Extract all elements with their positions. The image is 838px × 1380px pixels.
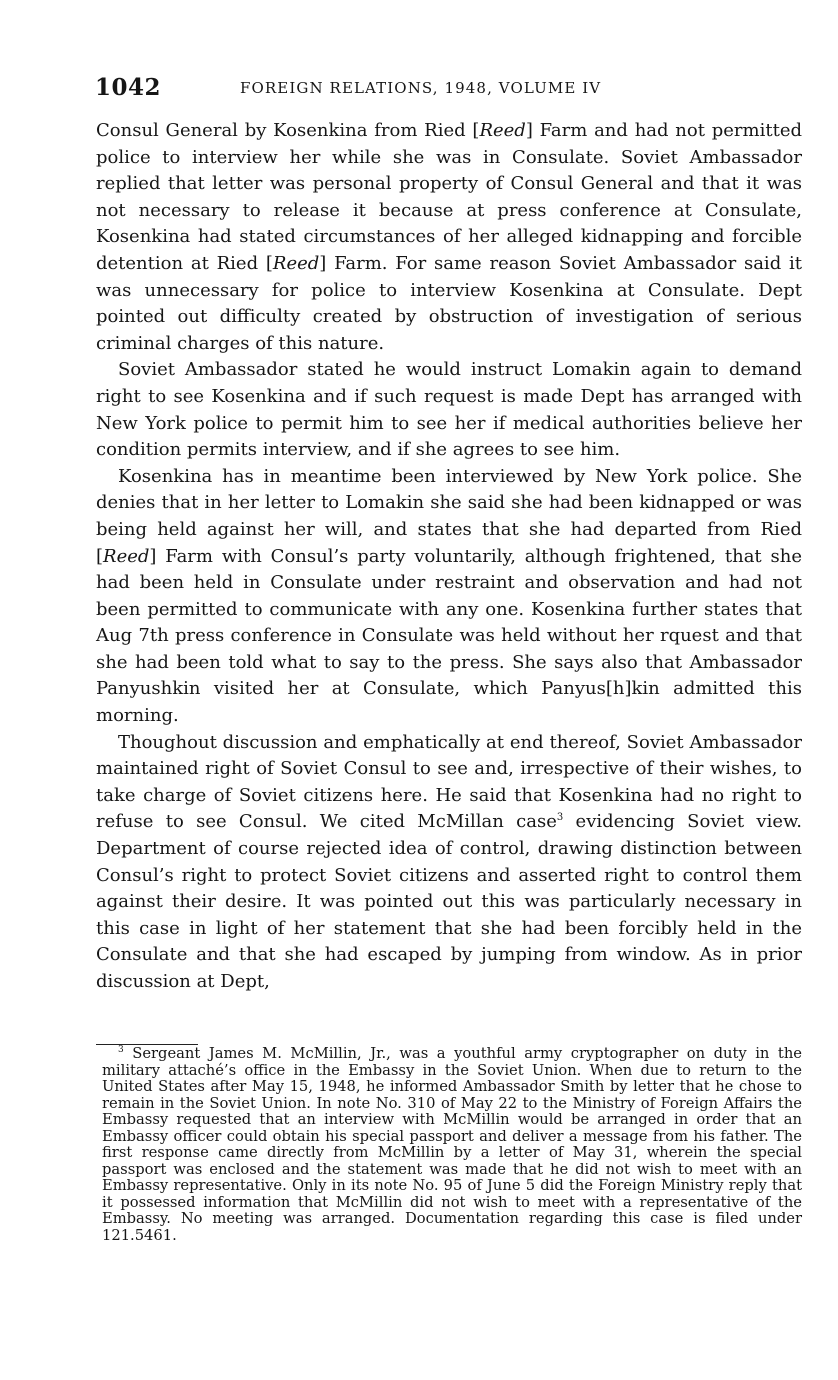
footnote-text: Sergeant James M. McMillin, Jr., was a youthful army cryptographer on duty in the military attaché’s office in the Embassy in the Soviet Union. When due to return to the United States after May 15, 1948, he informed Ambassador Smith by letter that he chose to remain in the Soviet Union. In note No. 310 of May 22 to the Ministry of Foreign Affairs the Embassy requested that an interview with McMillin would be arranged in order that an Embassy officer could obtain his special passport and deliver a message from his father. The first response came directly from McMillin by a letter of May 31, wherein the special passport was enclosed and the statement was made that he did not wish to meet with an Embassy representative. Only in its note No. 95 of June 5 did the Foreign Ministry reply that it possessed information that McMillin did not wish to meet with a representative of the Embassy. No meeting was arranged. Documentation regarding this case is filed under 121.5461. xyxy=(102,1045,802,1244)
p1-text-a: Consul General by Kosenkina from Ried [ xyxy=(96,120,480,141)
paragraph-1 xyxy=(96,118,802,357)
p1-text-c: ] Farm and had not permitted police to interview her while she was in Consulate. Soviet Ambassador replied that letter was personal property of Consul General and that it was not necessary to release it because at press conference at Consulate, Kosenkina had stated circumstances of her alleged kidnapping and forcible detention at Ried [ xyxy=(96,120,802,274)
p1-reed-2: Reed xyxy=(272,252,320,274)
page-number: 1042 xyxy=(95,74,162,101)
p3-reed: Reed xyxy=(103,545,150,567)
paragraph-3 xyxy=(96,464,802,730)
footnote-mark: 3 xyxy=(118,1045,124,1056)
p1-reed-1: Reed xyxy=(479,120,526,141)
paragraph-4 xyxy=(96,730,802,996)
body-text xyxy=(96,118,802,996)
page-header xyxy=(95,74,715,108)
paragraph-2: Soviet Ambassador stated he would instruct Lomakin again to demand right to see Kosenkina and if such request is made Dept has arranged with New York police to permit him to see her if medical authorities believe her condition permits interview, and if she agrees to see him. xyxy=(96,359,802,461)
footnote xyxy=(102,1046,802,1244)
p3-text-c: ] Farm with Consul’s party voluntarily, although frightened, that she had been held in Consulate under restraint and observation and had not been permitted to communicate with any one. Kosenkina further states that Aug 7th press conference in Consulate was held without her rquest and that she had been told what to say to the press. She says also that Ambassador Panyushkin visited her at Consulate, which Panyus[h]kin admitted this morning. xyxy=(96,545,802,727)
footnote-reference[interactable]: 3 xyxy=(556,812,564,824)
footnote-3 xyxy=(102,1046,802,1244)
running-head: FOREIGN RELATIONS, 1948, VOLUME IV xyxy=(240,79,602,97)
p3-text-a: Kosenkina has in meantime been interviewed by New York police. She denies that in her letter to Lomakin she said she had been kidnapped or was being held against her will, and states that she had departed from Ried [ xyxy=(96,465,802,567)
p4-text-b: evidencing Soviet view. Department of course rejected idea of control, drawing distinction between Consul’s right to protect Soviet citizens and asserted right to control them against their desire. It was pointed out this was particularly necessary in this case in light of her statement that she had been forcibly held in the Consulate and that she had escaped by jumping from window. As in prior discussion at Dept, xyxy=(96,811,803,992)
p1-text-e: ] Farm. For same reason Soviet Ambassador said it was unnecessary for police to interview Kosenkina at Consulate. Dept pointed out difficulty created by obstruction of investigation of serious criminal charges of this nature. xyxy=(96,252,802,354)
p4-text-a: Thoughout discussion and emphatically at end thereof, Soviet Ambassador maintained right of Soviet Consul to see and, irrespective of their wishes, to take charge of Soviet citizens here. He said that Kosenkina had no right to refuse to see Consul. We cited McMillan case xyxy=(96,731,802,833)
